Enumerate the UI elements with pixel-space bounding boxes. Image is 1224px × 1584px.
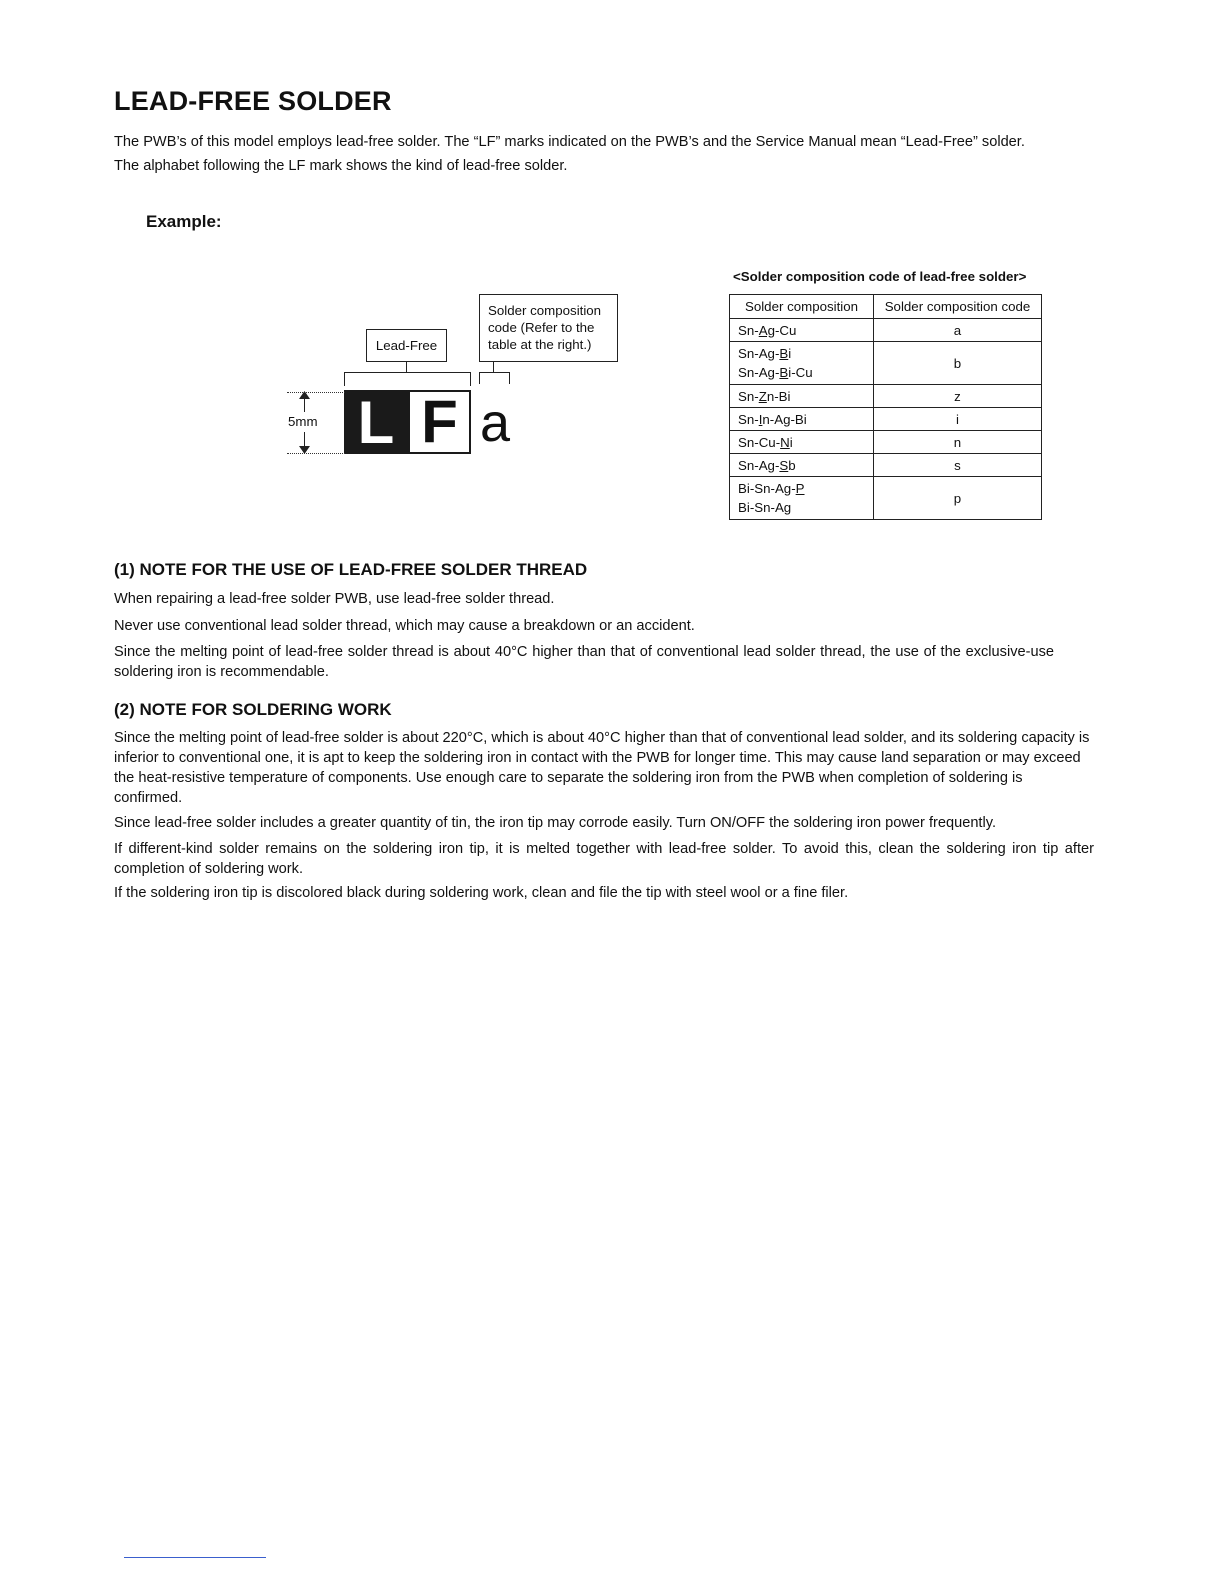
table-row: [730, 342, 1042, 385]
arrow-down-icon: [299, 446, 310, 454]
paragraph: Never use conventional lead solder thread, which may cause a breakdown or an accident.: [114, 618, 695, 634]
code-cell: s: [874, 454, 1042, 477]
connector-line: [406, 362, 407, 372]
lead-free-callout: Lead-Free: [366, 329, 447, 362]
code-cell: i: [874, 408, 1042, 431]
table-row: [730, 477, 1042, 520]
section-1-heading: (1) NOTE FOR THE USE OF LEAD-FREE SOLDER THREAD: [114, 560, 588, 579]
composition-cell: Sn-In-Ag-Bi: [730, 408, 874, 431]
composition-cell: Sn-Ag-Bi Sn-Ag-Bi-Cu: [730, 342, 874, 385]
composition-cell: Sn-Ag-Sb: [730, 454, 874, 477]
table-row: [730, 454, 1042, 477]
solder-code-letter: a: [480, 393, 511, 453]
page-title: LEAD-FREE SOLDER: [114, 86, 392, 116]
table-title: <Solder composition code of lead-free solder>: [733, 269, 1027, 284]
composition-cell: Bi-Sn-Ag-P Bi-Sn-Ag: [730, 477, 874, 520]
code-cell: z: [874, 385, 1042, 408]
intro-line: The alphabet following the LF mark shows the kind of lead-free solder.: [114, 157, 568, 174]
section-2-heading: (2) NOTE FOR SOLDERING WORK: [114, 700, 392, 719]
table-row: [730, 385, 1042, 408]
table-row: [730, 431, 1042, 454]
composition-cell: Sn-Ag-Cu: [730, 319, 874, 342]
connector-line: [493, 362, 494, 372]
lf-mark-f: F: [408, 390, 471, 454]
intro-line: The PWB’s of this model employs lead-free solder. The “LF” marks indicated on the PWB’s and the Service Manual mean “Lead-Free” solder.: [114, 134, 1025, 150]
paragraph: Since lead-free solder includes a greater quantity of tin, the iron tip may corrode easily. Turn ON/OFF the soldering iron power frequently.: [114, 814, 997, 831]
bracket-line: [479, 372, 510, 373]
example-label: Example:: [146, 212, 222, 231]
lf-mark-l: L: [344, 390, 408, 454]
intro-paragraph: [114, 131, 1104, 178]
table-row: [730, 408, 1042, 431]
code-cell: p: [874, 477, 1042, 520]
table-row: [730, 319, 1042, 342]
dimension-line-bottom: [287, 453, 345, 454]
dimension-line-top: [287, 392, 345, 393]
code-cell: n: [874, 431, 1042, 454]
arrow-up-icon: [299, 391, 310, 399]
footer-rule: [124, 1557, 266, 1558]
column-header: Solder composition: [730, 295, 874, 319]
composition-cell: Sn-Zn-Bi: [730, 385, 874, 408]
paragraph: Since the melting point of lead-free solder thread is about 40°C higher than that of conventional lead solder thread, the use of the exclusive-use soldering iron is recommendable.: [114, 644, 1054, 680]
paragraph: If different-kind solder remains on the soldering iron tip, it is melted together with lead-free solder. To avoid this, clean the soldering iron tip after completion of soldering work.: [114, 840, 1094, 877]
paragraph: Since the melting point of lead-free solder is about 220°C, which is about 40°C higher than that of conventional lead solder, and its soldering capacity is inferior to conventional one, it is apt to keep the soldering iron in contact with the PWB for longer time. This may cause land separation or may exceed the heat-resistive temperature of components. Use enough care to separate the soldering iron from the PWB when completion of soldering is confirmed.: [114, 730, 1090, 806]
code-cell: b: [874, 342, 1042, 385]
section-1-body: [114, 588, 1054, 686]
composition-cell: Sn-Cu-Ni: [730, 431, 874, 454]
bracket-line: [344, 372, 345, 386]
column-header: Solder composition code: [874, 295, 1042, 319]
solder-composition-table: [729, 294, 1042, 520]
bracket-line: [509, 372, 510, 384]
bracket-line: [479, 372, 480, 384]
code-cell: a: [874, 319, 1042, 342]
paragraph: When repairing a lead-free solder PWB, use lead-free solder thread.: [114, 591, 555, 607]
dimension-label: 5mm: [288, 414, 318, 429]
composition-callout: Solder composition code (Refer to the table at the right.): [479, 294, 618, 362]
bracket-line: [470, 372, 471, 386]
paragraph: If the soldering iron tip is discolored black during soldering work, clean and file the tip with steel wool or a fine filer.: [114, 885, 849, 901]
section-2-body: [114, 728, 1094, 909]
bracket-line: [344, 372, 471, 373]
